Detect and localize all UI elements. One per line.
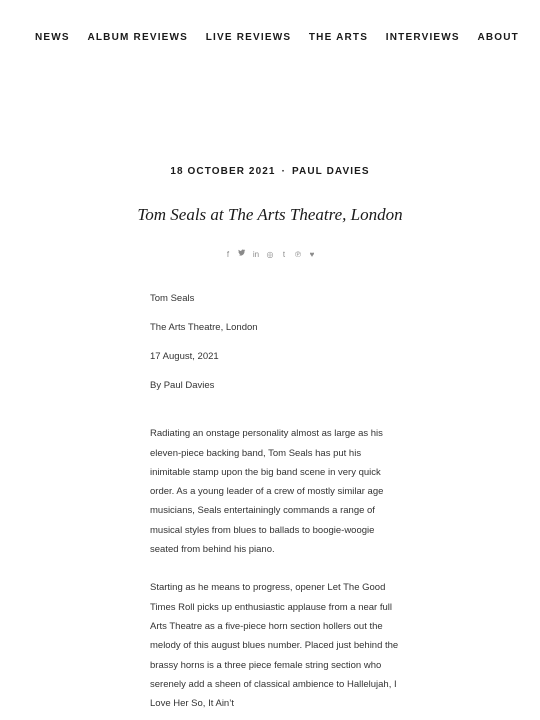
article-body	[150, 289, 400, 713]
info-byline: By Paul Davies	[150, 379, 215, 391]
share-bar	[0, 249, 540, 261]
article-meta	[0, 165, 540, 179]
linkedin-icon[interactable]: in	[252, 250, 260, 259]
main-nav	[0, 30, 540, 46]
twitter-icon[interactable]	[238, 249, 246, 261]
nav-live-reviews[interactable]: LIVE REVIEWS	[205, 32, 292, 43]
tumblr-icon[interactable]: t	[282, 250, 286, 259]
article-author-link[interactable]: PAUL DAVIES	[292, 166, 370, 177]
nav-interviews[interactable]: INTERVIEWS	[385, 32, 460, 43]
info-artist: Tom Seals	[150, 293, 195, 304]
article-date: 18 OCTOBER 2021	[170, 166, 276, 177]
heart-icon[interactable]: ♥	[309, 250, 315, 259]
reddit-icon[interactable]: ◎	[266, 250, 274, 259]
nav-the-arts[interactable]: THE ARTS	[308, 32, 369, 43]
meta-separator: ·	[281, 166, 286, 177]
facebook-icon[interactable]: f	[226, 250, 230, 259]
article-paragraph: Starting as he means to progress, opener Let The Good Times Roll picks up enthusiastic applause from a near full Arts Theatre as a five-piece horn section hollers out the melody of this august blues number. Placed just behind the brassy horns is a three piece female string section who serenely add a sheen of classical ambience to Hallelujah, I Love Her So, It Ain’t	[150, 582, 399, 710]
nav-about[interactable]: ABOUT	[477, 32, 519, 43]
article-info	[150, 289, 400, 395]
nav-news[interactable]: NEWS	[35, 32, 70, 43]
nav-album-reviews[interactable]: ALBUM REVIEWS	[87, 32, 189, 43]
article-paragraph: Radiating an onstage personality almost as large as his eleven-piece backing band, Tom Seals has put his inimitable stamp upon the big band scene in very quick order. As a young leader of a crew of mostly similar age musicians, Seals entertainingly commands a range of musical styles from blues to ballads to boogie-woogie seated from behind his piano.	[150, 428, 384, 556]
info-venue: The Arts Theatre, London	[150, 321, 258, 333]
pinterest-icon[interactable]: ℗	[295, 250, 301, 259]
info-date: 17 August, 2021	[150, 350, 219, 362]
article-title: Tom Seals at The Arts Theatre, London	[137, 205, 403, 224]
